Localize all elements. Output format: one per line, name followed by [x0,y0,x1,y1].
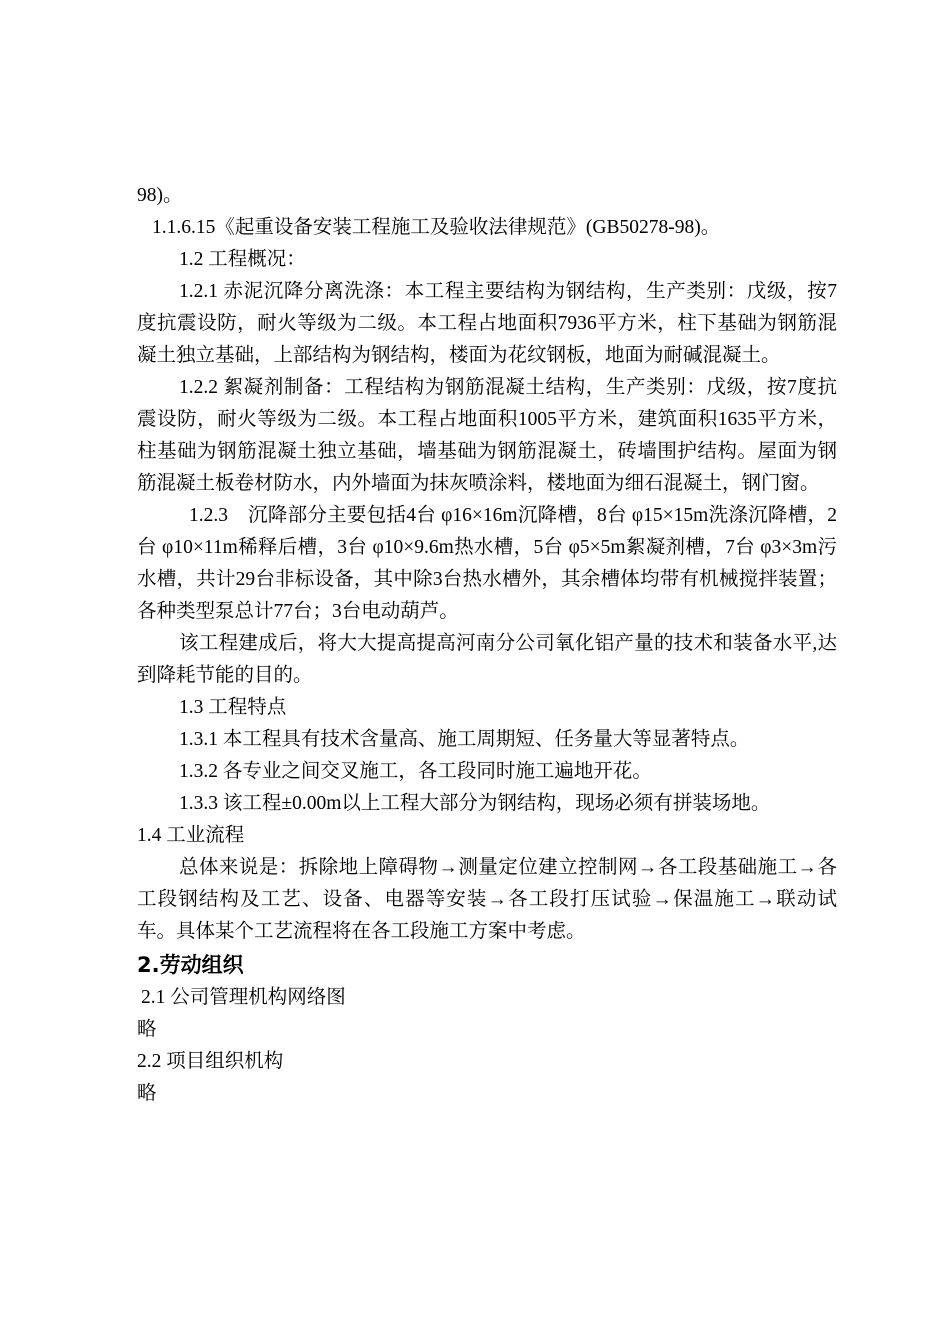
paragraph-1-3-1: 1.3.1 本工程具有技术含量高、施工周期短、任务量大等显著特点。 [179,729,750,750]
paragraph-process-flow: 总体来说是：拆除地上障碍物→测量定位建立控制网→各工段基础施工→各工段钢结构及工艺、设备、电器等安装→各工段打压试验→保温施工→联动试车。具体某个工艺流程将在各工段施工方案中考虑。 [137,857,837,942]
section-heading-2-1: 2.1 公司管理机构网络图 [141,987,346,1008]
paragraph-1-3-3: 1.3.3 该工程±0.00m以上工程大部分为钢结构，现场必须有拼装场地。 [179,793,771,814]
paragraph-1-2-3: 1.2.3 沉降部分主要包括4台 φ16×16m沉降槽，8台 φ15×15m洗涤沉降槽，2台 φ10×11m稀释后槽，3台 φ10×9.6m热水槽，5台 φ5×5m絮凝剂槽，7台 φ3×3m污水槽，共计29台非标设备，其中除3台热水槽外，其余槽体均带有机械搅拌装置；各种类型泵总计77台；3台电动葫芦。 [137,505,837,622]
paragraph-1-3-2: 1.3.2 各专业之间交叉施工，各工段同时施工遍地开花。 [179,761,652,782]
paragraph-1-2-1: 1.2.1 赤泥沉降分离洗涤：本工程主要结构为钢结构，生产类别：戊级，按7度抗震设防，耐火等级为二级。本工程占地面积7936平方米，柱下基础为钢筋混凝土独立基础，上部结构为钢结构，楼面为花纹钢板，地面为耐碱混凝土。 [137,281,837,366]
paragraph-omitted-2-2: 略 [137,1083,157,1104]
document-page [137,180,837,1110]
section-heading-1-3: 1.3 工程特点 [179,697,287,718]
paragraph-standard-gb50278: 1.1.6.15《起重设备安装工程施工及验收法律规范》(GB50278-98)。 [152,217,721,238]
paragraph-continuation: 98)。 [137,185,183,206]
section-heading-1-4: 1.4 工业流程 [137,825,245,846]
paragraph-1-2-2: 1.2.2 絮凝剂制备：工程结构为钢筋混凝土结构，生产类别：戊级，按7度抗震设防，耐火等级为二级。本工程占地面积1005平方米，建筑面积1635平方米，柱基础为钢筋混凝土独立基础，墙基础为钢筋混凝土，砖墙围护结构。屋面为钢筋混凝土板卷材防水，内外墙面为抹灰喷涂料，楼地面为细石混凝土，钢门窗。 [137,377,837,494]
paragraph-summary: 该工程建成后，将大大提高提高河南分公司氧化铝产量的技术和装备水平,达到降耗节能的目的。 [137,633,837,686]
paragraph-omitted-2-1: 略 [137,1019,157,1040]
chapter-heading-2: 2.劳动组织 [137,953,244,977]
section-heading-2-2: 2.2 项目组织机构 [137,1051,284,1072]
section-heading-1-2: 1.2 工程概况： [179,249,306,270]
